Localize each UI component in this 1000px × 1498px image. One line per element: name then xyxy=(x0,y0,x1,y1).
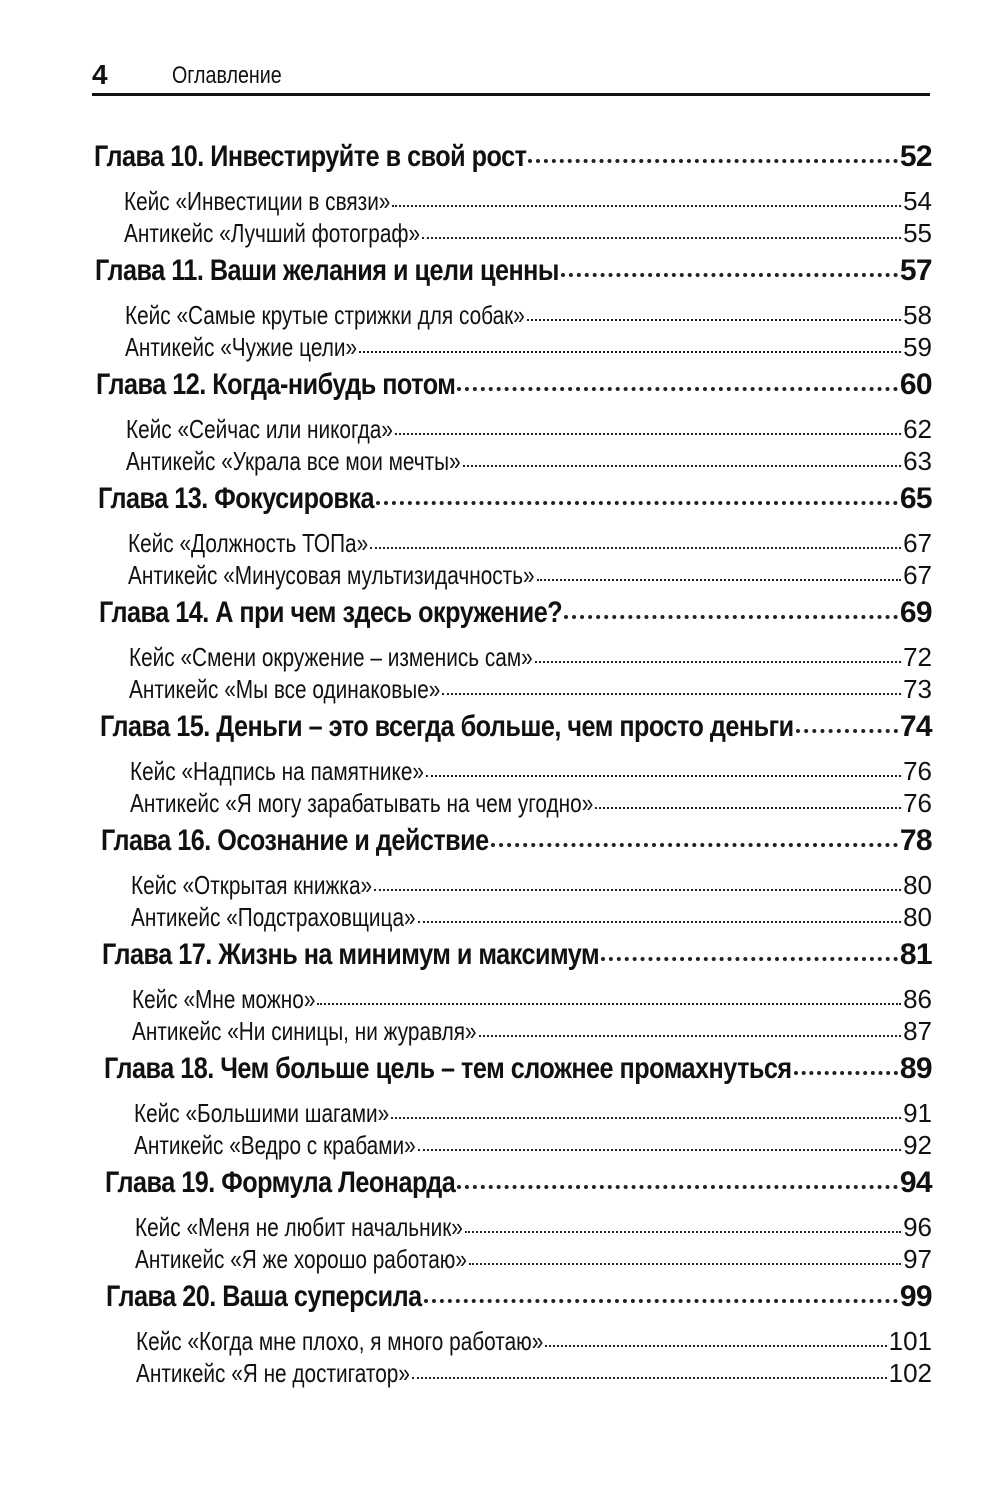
chapter-page-number: 65 xyxy=(899,482,932,515)
chapter-title: Глава 19. Формула Леонарда xyxy=(105,1166,456,1199)
dot-leader xyxy=(535,660,901,663)
dot-leader xyxy=(796,728,898,733)
case-page-number: 62 xyxy=(903,414,932,444)
dot-leader xyxy=(601,956,898,961)
anticase-entry[interactable] xyxy=(129,674,932,706)
case-title: Антикейс «Лучший фотограф» xyxy=(124,218,421,248)
chapter-entry[interactable] xyxy=(102,938,932,978)
case-page-number: 67 xyxy=(903,560,932,590)
case-title: Кейс «Открытая книжка» xyxy=(131,870,373,900)
chapter-title: Глава 18. Чем больше цель – тем сложнее промахнуться xyxy=(104,1052,792,1085)
chapter-entry[interactable] xyxy=(98,482,932,522)
case-entry[interactable] xyxy=(134,1098,932,1130)
dot-leader xyxy=(794,1070,898,1075)
running-header xyxy=(92,60,930,96)
dot-leader xyxy=(465,1230,901,1233)
dot-leader xyxy=(564,614,898,619)
case-title: Кейс «Смени окружение – изменись сам» xyxy=(129,642,533,672)
running-title: Оглавление xyxy=(172,62,282,89)
case-page-number: 63 xyxy=(903,446,932,476)
anticase-entry[interactable] xyxy=(130,788,932,820)
chapter-title: Глава 10. Инвестируйте в свой рост xyxy=(94,140,527,173)
case-page-number: 59 xyxy=(903,332,932,362)
chapter-entry[interactable] xyxy=(94,140,932,180)
case-page-number: 86 xyxy=(903,984,932,1014)
chapter-page-number: 99 xyxy=(899,1280,932,1313)
case-title: Антикейс «Я могу зарабатывать на чем угодно» xyxy=(130,788,594,818)
case-page-number: 102 xyxy=(888,1358,932,1388)
dot-leader xyxy=(479,1034,902,1037)
anticase-entry[interactable] xyxy=(124,218,932,250)
case-title: Кейс «Инвестиции в связи» xyxy=(124,186,391,216)
dot-leader xyxy=(317,1002,901,1005)
dot-leader xyxy=(469,1262,901,1265)
dot-leader xyxy=(426,774,901,777)
dot-leader xyxy=(392,204,901,207)
chapter-entry[interactable] xyxy=(104,1052,932,1092)
dot-leader xyxy=(537,578,901,581)
chapter-page-number: 89 xyxy=(899,1052,932,1085)
chapter-entry[interactable] xyxy=(105,1166,932,1206)
case-title: Антикейс «Мы все одинаковые» xyxy=(129,674,441,704)
dot-leader xyxy=(561,272,898,277)
chapter-page-number: 57 xyxy=(899,254,932,287)
chapter-page-number: 69 xyxy=(899,596,932,629)
case-title: Антикейс «Чужие цели» xyxy=(125,332,358,362)
case-entry[interactable] xyxy=(131,870,932,902)
chapter-title: Глава 20. Ваша суперсила xyxy=(106,1280,422,1313)
case-entry[interactable] xyxy=(128,528,932,560)
case-page-number: 76 xyxy=(903,756,932,786)
case-page-number: 67 xyxy=(903,528,932,558)
chapter-title: Глава 12. Когда-нибудь потом xyxy=(96,368,456,401)
case-title: Антикейс «Минусовая мультизидачность» xyxy=(128,560,535,590)
anticase-entry[interactable] xyxy=(126,446,932,478)
case-title: Антикейс «Подстраховщица» xyxy=(131,902,416,932)
case-title: Кейс «Когда мне плохо, я много работаю» xyxy=(136,1326,544,1356)
dot-leader xyxy=(374,888,901,891)
anticase-entry[interactable] xyxy=(136,1358,932,1390)
anticase-entry[interactable] xyxy=(134,1130,932,1162)
anticase-entry[interactable] xyxy=(128,560,932,592)
case-page-number: 87 xyxy=(903,1016,932,1046)
dot-leader xyxy=(418,920,902,923)
chapter-title: Глава 15. Деньги – это всегда больше, чем просто деньги xyxy=(100,710,794,743)
case-page-number: 91 xyxy=(903,1098,932,1128)
dot-leader xyxy=(463,464,901,467)
chapter-page-number: 74 xyxy=(899,710,932,743)
case-title: Кейс «Должность ТОПа» xyxy=(128,528,369,558)
chapter-title: Глава 17. Жизнь на минимум и максимум xyxy=(102,938,600,971)
case-page-number: 58 xyxy=(903,300,932,330)
chapter-title: Глава 11. Ваши желания и цели ценны xyxy=(95,254,559,287)
case-title: Антикейс «Я же хорошо работаю» xyxy=(135,1244,467,1274)
dot-leader xyxy=(595,806,901,809)
dot-leader xyxy=(412,1376,887,1379)
dot-leader xyxy=(359,350,901,353)
case-title: Кейс «Сейчас или никогда» xyxy=(126,414,393,444)
case-title: Антикейс «Украла все мои мечты» xyxy=(126,446,461,476)
case-entry[interactable] xyxy=(129,642,932,674)
dot-leader xyxy=(376,500,898,505)
case-title: Антикейс «Ведро с крабами» xyxy=(134,1130,416,1160)
case-title: Кейс «Меня не любит начальник» xyxy=(135,1212,463,1242)
dot-leader xyxy=(418,1148,901,1151)
case-title: Антикейс «Ни синицы, ни журавля» xyxy=(132,1016,477,1046)
case-page-number: 76 xyxy=(903,788,932,818)
chapter-title: Глава 13. Фокусировка xyxy=(98,482,374,515)
dot-leader xyxy=(424,1298,898,1303)
dot-leader xyxy=(422,236,901,239)
case-page-number: 72 xyxy=(903,642,932,672)
chapter-entry[interactable] xyxy=(106,1280,932,1320)
anticase-entry[interactable] xyxy=(132,1016,932,1048)
anticase-entry[interactable] xyxy=(135,1244,932,1276)
case-entry[interactable] xyxy=(124,186,932,218)
chapter-entry[interactable] xyxy=(101,824,932,864)
chapter-entry[interactable] xyxy=(95,254,932,294)
chapter-page-number: 52 xyxy=(899,140,932,173)
case-title: Кейс «Большими шагами» xyxy=(134,1098,390,1128)
chapter-page-number: 60 xyxy=(899,368,932,401)
chapter-page-number: 94 xyxy=(899,1166,932,1199)
anticase-entry[interactable] xyxy=(125,332,932,364)
page-number: 4 xyxy=(92,59,108,90)
chapter-page-number: 78 xyxy=(899,824,932,857)
dot-leader xyxy=(395,432,901,435)
chapter-page-number: 81 xyxy=(899,938,932,971)
case-page-number: 55 xyxy=(903,218,932,248)
case-title: Кейс «Мне можно» xyxy=(132,984,316,1014)
dot-leader xyxy=(545,1344,886,1347)
case-page-number: 54 xyxy=(903,186,932,216)
chapter-entry[interactable] xyxy=(96,368,932,408)
case-title: Антикейс «Я не достигатор» xyxy=(136,1358,410,1388)
dot-leader xyxy=(457,386,897,391)
chapter-title: Глава 14. А при чем здесь окружение? xyxy=(99,596,563,629)
case-entry[interactable] xyxy=(126,414,932,446)
chapter-entry[interactable] xyxy=(99,596,932,636)
case-title: Кейс «Самые крутые стрижки для собак» xyxy=(125,300,525,330)
dot-leader xyxy=(491,842,898,847)
case-page-number: 92 xyxy=(903,1130,932,1160)
case-page-number: 73 xyxy=(903,674,932,704)
dot-leader xyxy=(457,1184,898,1189)
case-entry[interactable] xyxy=(136,1326,932,1358)
case-page-number: 80 xyxy=(903,870,932,900)
dot-leader xyxy=(527,318,901,321)
dot-leader xyxy=(370,546,901,549)
case-entry[interactable] xyxy=(125,300,932,332)
case-entry[interactable] xyxy=(135,1212,932,1244)
dot-leader xyxy=(442,692,901,695)
dot-leader xyxy=(528,158,897,163)
case-page-number: 97 xyxy=(903,1244,932,1274)
case-page-number: 80 xyxy=(903,902,932,932)
case-page-number: 96 xyxy=(903,1212,932,1242)
case-title: Кейс «Надпись на памятнике» xyxy=(130,756,425,786)
case-page-number: 101 xyxy=(888,1326,932,1356)
case-entry[interactable] xyxy=(132,984,932,1016)
chapter-title: Глава 16. Осознание и действие xyxy=(101,824,489,857)
chapter-entry[interactable] xyxy=(100,710,932,750)
case-entry[interactable] xyxy=(130,756,932,788)
dot-leader xyxy=(391,1116,901,1119)
anticase-entry[interactable] xyxy=(131,902,932,934)
